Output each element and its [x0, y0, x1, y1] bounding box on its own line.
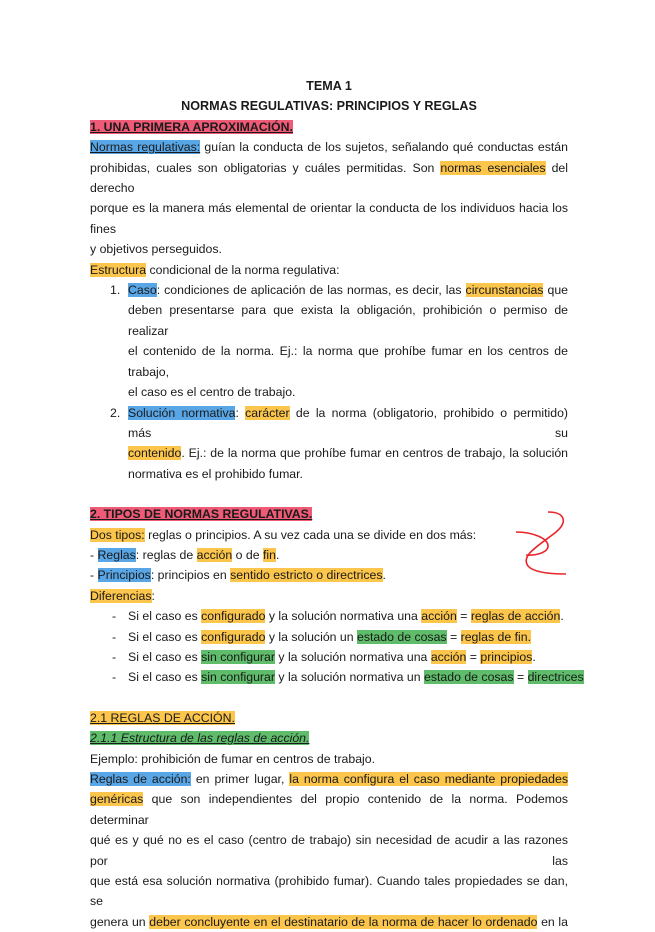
diff-row-3: - Si el caso es sin configurar y la solución normativa una acción = principios.: [112, 649, 536, 664]
section21-p-line5: genera un deber concluyente en el destinatario de la norma de hacer lo ordenado en la: [90, 914, 568, 929]
page-subtitle: NORMAS REGULATIVAS: PRINCIPIOS Y REGLAS: [181, 99, 477, 114]
section2-heading: 2. TIPOS DE NORMAS REGULATIVAS.: [90, 507, 313, 522]
list-item-solucion-l1: 2. Solución normativa: carácter de la norma (obligatorio, prohibido o permitido) más su: [110, 405, 569, 440]
section1-p1-line2: prohibidas, cuales son obligatorias y cuáles permitidas. Son normas esenciales del derecho: [90, 160, 569, 196]
section2-diferencias: Diferencias:: [90, 588, 155, 603]
section1-p1-line1: Normas regulativas: guían la conducta de los sujetos, señalando qué conductas están: [90, 140, 568, 155]
section1-p2: Estructura condicional de la norma regulativa:: [90, 262, 340, 277]
list-item-caso-l2: deben presentarse para que exista la obligación, prohibición o permiso de realizar: [128, 303, 568, 338]
section21-subheading: 2.1.1 Estructura de las reglas de acción.: [90, 731, 310, 746]
list-item-solucion-l2: contenido. Ej.: de la norma que prohíbe fumar en centros de trabajo, la solución: [128, 446, 568, 461]
list-item-caso-l3: el contenido de la norma. Ej.: la norma que prohíbe fumar en los centros de trabajo,: [128, 344, 568, 379]
document-body: [90, 76, 584, 932]
spacer: [90, 688, 568, 708]
spacer: [90, 484, 568, 504]
section21-p-line2: genéricas que son independientes del propio contenido de la norma. Podemos determinar: [90, 792, 568, 827]
diff-row-2: - Si el caso es configurado y la solución un estado de cosas = reglas de fin.: [112, 629, 532, 644]
diff-row-1: - Si el caso es configurado y la solución normativa una acción = reglas de acción.: [112, 609, 564, 624]
section2-reglas: - Reglas: reglas de acción o de fin.: [90, 547, 280, 562]
diff-row-4: - Si el caso es sin configurar y la solución normativa un estado de cosas = directrices: [112, 670, 584, 685]
list-item-caso-l4: el caso es el centro de trabajo.: [128, 385, 296, 400]
list-item-caso-l1: 1. Caso: condiciones de aplicación de las normas, es decir, las circunstancias que: [110, 283, 569, 298]
section21-p-line4: que está esa solución normativa (prohibido fumar). Cuando tales propiedades se dan, se: [90, 874, 568, 909]
section21-p-line3: qué es y qué no es el caso (centro de trabajo) sin necesidad de acudir a las razones por las: [90, 833, 568, 868]
section1-heading: 1. UNA PRIMERA APROXIMACIÓN.: [90, 119, 293, 134]
section2-dos-tipos: Dos tipos: reglas o principios. A su vez cada una se divide en dos más:: [90, 527, 477, 542]
section21-p-line1: Reglas de acción: en primer lugar, la norma configura el caso mediante propiedades: [90, 772, 568, 786]
list-item-solucion-l3: normativa es el prohibido fumar.: [128, 466, 303, 481]
section1-p1-line4: y objetivos perseguidos.: [90, 242, 222, 257]
section21-heading: 2.1 REGLAS DE ACCIÓN.: [90, 710, 235, 725]
section1-p1-line3: porque es la manera más elemental de orientar la conducta de los individuos hacia los fines: [90, 201, 568, 236]
section21-ejemplo: Ejemplo: prohibición de fumar en centros de trabajo.: [90, 751, 376, 766]
page-title: TEMA 1: [306, 79, 352, 93]
section2-principios: - Principios: principios en sentido estricto o directrices.: [90, 568, 386, 583]
